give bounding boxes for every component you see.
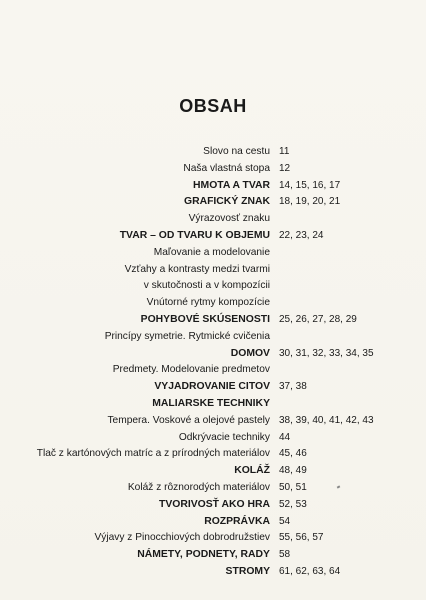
toc-entry-label: Výrazovosť znaku xyxy=(188,213,270,225)
toc-entry-label: TVAR – OD TVARU K OBJEMU xyxy=(119,229,270,241)
toc-entry xyxy=(0,194,426,211)
toc-entry xyxy=(0,497,426,514)
toc-entry-label: Vnútorné rytmy kompozície xyxy=(146,297,270,309)
toc-entry-label: Naša vlastná stopa xyxy=(183,162,270,174)
toc-entry-pages: 38, 39, 40, 41, 42, 43 xyxy=(279,414,374,426)
toc-entry-label: Tlač z kartónových matríc a z prírodných materiálov xyxy=(36,448,270,460)
page-title: OBSAH xyxy=(179,96,247,116)
toc-entry-pages: 14, 15, 16, 17 xyxy=(279,179,341,191)
toc-entry xyxy=(0,312,426,329)
toc-entry-label: Princípy symetrie. Rytmické cvičenia xyxy=(104,330,270,342)
toc-entry xyxy=(0,463,426,480)
toc-entry xyxy=(0,446,426,463)
toc-entry-pages: 45, 46 xyxy=(279,448,307,460)
toc-entry-label: Výjavy z Pinocchiových dobrodružstiev xyxy=(94,532,270,544)
toc-entry-pages: 55, 56, 57 xyxy=(279,532,324,544)
toc-entry-pages: 48, 49 xyxy=(279,465,307,477)
toc-entry-label: TVORIVOSŤ AKO HRA xyxy=(158,498,270,510)
toc-entry xyxy=(0,547,426,564)
toc-entry xyxy=(0,530,426,547)
toc-entry-label: Vzťahy a kontrasty medzi tvarmi xyxy=(124,263,270,275)
toc-entry xyxy=(0,144,426,161)
toc-entry-label: NÁMETY, PODNETY, RADY xyxy=(137,549,270,561)
toc-entry-label: DOMOV xyxy=(230,347,270,359)
toc-entry-pages: 52, 53 xyxy=(279,498,307,510)
toc-entry-pages: 54 xyxy=(279,515,291,527)
toc-entry-label: KOLÁŽ xyxy=(234,465,270,477)
toc-entry-pages: 58 xyxy=(279,549,291,561)
toc-entry-pages: 37, 38 xyxy=(279,381,307,393)
toc-entry xyxy=(0,329,426,346)
toc-entry-label: ROZPRÁVKA xyxy=(204,515,270,527)
toc-entry-pages: 11 xyxy=(279,146,290,157)
toc-entry xyxy=(0,211,426,228)
toc-entry xyxy=(0,564,426,581)
table-of-contents xyxy=(0,144,426,581)
toc-entry-label: VYJADROVANIE CITOV xyxy=(154,381,270,393)
toc-entry-label: Odkrývacie techniky xyxy=(178,431,270,443)
toc-entry xyxy=(0,396,426,413)
toc-entry xyxy=(0,346,426,363)
toc-entry-pages: 50, 51 xyxy=(279,481,307,493)
toc-entry-pages: 25, 26, 27, 28, 29 xyxy=(279,313,357,325)
toc-entry xyxy=(0,480,426,497)
toc-entry xyxy=(0,228,426,245)
toc-entry-pages: 22, 23, 24 xyxy=(279,229,324,241)
toc-entry xyxy=(0,178,426,195)
toc-entry-label: GRAFICKÝ ZNAK xyxy=(183,196,270,208)
toc-entry-label: Slovo na cestu xyxy=(203,146,270,157)
toc-entry xyxy=(0,430,426,447)
toc-entry xyxy=(0,245,426,262)
toc-entry xyxy=(0,379,426,396)
toc-entry xyxy=(0,262,426,279)
toc-entry xyxy=(0,295,426,312)
toc-entry-label: Predmety. Modelovanie predmetov xyxy=(112,364,270,376)
toc-entry xyxy=(0,362,426,379)
toc-entry-label: Koláž z rôznorodých materiálov xyxy=(127,481,270,493)
toc-entry-pages: 18, 19, 20, 21 xyxy=(279,196,341,208)
toc-entry-pages: 44 xyxy=(279,431,291,443)
toc-entry-label: Maľovanie a modelovanie xyxy=(153,246,270,258)
toc-entry-label: HMOTA A TVAR xyxy=(193,179,270,191)
toc-entry-label: Tempera. Voskové a olejové pastely xyxy=(107,414,270,426)
toc-entry-pages: 30, 31, 32, 33, 34, 35 xyxy=(279,347,374,359)
toc-entry-label: POHYBOVÉ SKÚSENOSTI xyxy=(140,313,270,325)
toc-entry-label: MALIARSKE TECHNIKY xyxy=(152,397,270,409)
toc-entry-pages: 12 xyxy=(279,162,291,174)
toc-entry-label: STROMY xyxy=(225,565,270,577)
toc-entry xyxy=(0,413,426,430)
toc-entry-pages: 61, 62, 63, 64 xyxy=(279,565,341,577)
toc-entry-label: v skutočnosti a v kompozícii xyxy=(143,280,270,292)
toc-entry xyxy=(0,278,426,295)
toc-entry xyxy=(0,161,426,178)
toc-entry xyxy=(0,514,426,531)
